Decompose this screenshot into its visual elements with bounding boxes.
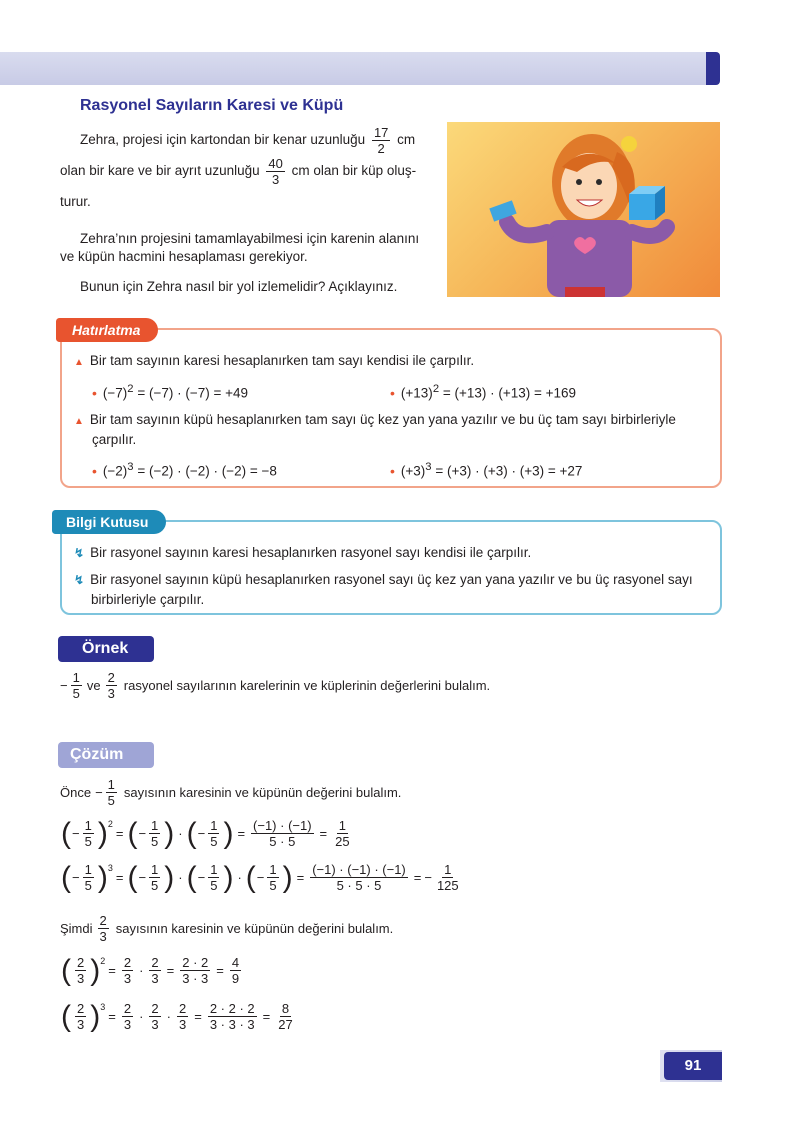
exponent: 3 — [107, 862, 113, 873]
info-bullet-1 — [74, 545, 531, 560]
numerator: 2 — [151, 1001, 159, 1016]
minus-sign: − — [197, 870, 206, 885]
denominator: 5 — [210, 878, 218, 893]
fraction — [149, 1001, 160, 1032]
dot-bullet-icon: • — [390, 462, 395, 479]
denominator: 5 — [210, 834, 218, 849]
times: · — [178, 870, 183, 885]
exponent: 2 — [100, 955, 106, 966]
denominator: 5 — [84, 834, 92, 849]
minus-sign: − — [138, 870, 147, 885]
denominator: 3 — [151, 1017, 159, 1032]
fraction — [251, 818, 314, 849]
equals: = — [413, 870, 422, 885]
intro-para-2b: ve küpün hacmini hesaplaması gerekiyor. — [60, 249, 308, 264]
numerator: 2 · 2 · 2 — [209, 1001, 255, 1016]
denominator: 2 — [377, 141, 385, 156]
numerator: (−1) · (−1) — [253, 818, 312, 833]
paren: ) — [223, 860, 234, 894]
expr: (+3) — [400, 463, 426, 479]
numerator: 8 — [281, 1001, 290, 1016]
fraction — [372, 125, 390, 156]
numerator: 2 — [77, 955, 85, 970]
fraction — [98, 913, 109, 944]
girl-drawing — [447, 122, 720, 297]
denominator: 5 · 5 · 5 — [336, 878, 382, 893]
unit: cm — [397, 132, 416, 148]
equals: = — [296, 870, 305, 885]
exponent: 3 — [425, 461, 432, 473]
intro-para-3: Bunun için Zehra nasıl bir yol izlemelidir? Açıklayınız. — [80, 279, 398, 294]
exponent: 3 — [100, 1001, 106, 1012]
numerator: 2 — [179, 1001, 187, 1016]
fraction — [149, 955, 160, 986]
expr: (−7) — [102, 385, 128, 401]
denominator: 5 — [269, 878, 277, 893]
denominator: 5 — [151, 834, 159, 849]
dot-bullet-icon: • — [92, 384, 97, 401]
minus-sign: − — [138, 826, 147, 841]
equals: = — [319, 826, 328, 841]
square-equation-2 — [60, 955, 244, 986]
fraction — [180, 955, 210, 986]
numerator: 1 — [210, 862, 218, 877]
fraction — [333, 818, 351, 849]
fraction — [83, 818, 94, 849]
intro-text: cm olan bir küp oluş- — [291, 163, 417, 179]
minus-sign: − — [424, 870, 432, 885]
times: · — [237, 870, 242, 885]
numerator: 2 — [99, 913, 107, 928]
fraction — [310, 862, 408, 893]
denominator: 9 — [231, 971, 240, 986]
reminder-example-3 — [92, 461, 277, 479]
reminder-tag: Hatırlatma — [56, 318, 158, 342]
equals: = — [115, 870, 124, 885]
minus-sign: − — [197, 826, 206, 841]
triangle-bullet-icon: ▲ — [74, 416, 84, 427]
triangle-bullet-icon: ▲ — [74, 357, 84, 368]
fraction — [208, 1001, 257, 1032]
fraction — [71, 670, 82, 701]
fraction — [208, 862, 219, 893]
intro-text: Zehra, projesi için kartondan bir kenar uzunluğu — [80, 132, 366, 148]
paren: ( — [245, 860, 256, 894]
fraction — [122, 955, 133, 986]
expr: = (−2) · (−2) · (−2) = −8 — [133, 463, 277, 479]
paren: ( — [127, 816, 138, 850]
denominator: 3 — [123, 1017, 132, 1032]
girl-illustration — [447, 122, 720, 297]
numerator: 1 — [269, 862, 277, 877]
denominator: 5 · 5 — [269, 834, 296, 849]
numerator: 1 — [151, 862, 159, 877]
intro-line-1 — [80, 125, 415, 156]
square-equation-1 — [60, 818, 355, 849]
fraction — [435, 862, 461, 893]
paren: ) — [97, 860, 108, 894]
reminder-example-1 — [92, 383, 248, 401]
bolt-bullet-icon: ↯ — [74, 546, 85, 560]
fraction — [106, 777, 117, 808]
numerator: 2 — [151, 955, 159, 970]
solution-tag: Çözüm — [58, 742, 154, 768]
paren: ) — [282, 860, 293, 894]
numerator: 4 — [231, 955, 240, 970]
paren: ) — [90, 999, 101, 1033]
exponent: 3 — [127, 461, 134, 473]
expr: (+13) — [400, 385, 433, 401]
text: Şimdi — [60, 921, 93, 936]
paren: ) — [90, 953, 101, 987]
denominator: 5 — [151, 878, 159, 893]
numerator: 1 — [107, 777, 115, 792]
intro-text: olan bir kare ve bir ayrıt uzunluğu — [60, 163, 260, 179]
denominator: 5 — [84, 878, 92, 893]
numerator: 1 — [72, 670, 80, 685]
bullet-text: Bir tam sayının küpü hesaplanırken tam sayı üç kez yan yana yazılır ve bu üç tam sayı birbirleriyle — [89, 412, 676, 427]
text: Önce — [60, 785, 92, 800]
times: · — [139, 963, 144, 978]
equals: = — [115, 826, 124, 841]
example-text: rasyonel sayılarının karelerinin ve küplerinin değerlerini bulalım. — [123, 678, 491, 693]
expr: = (−7) · (−7) = +49 — [133, 385, 248, 401]
paren: ) — [164, 816, 175, 850]
expr: = (+3) · (+3) · (+3) = +27 — [431, 463, 583, 479]
numerator: 2 — [123, 955, 132, 970]
bullet-text: Bir rasyonel sayının karesi hesaplanırken rasyonel sayı kendisi ile çarpılır. — [90, 545, 532, 560]
equals: = — [108, 963, 116, 978]
paren: ( — [186, 860, 197, 894]
equals: = — [194, 1009, 202, 1024]
reminder-example-4 — [390, 461, 582, 479]
page-number: 91 — [664, 1052, 722, 1080]
denominator: 3 · 3 — [182, 971, 209, 986]
numerator: 1 — [84, 862, 92, 877]
fraction — [208, 818, 219, 849]
solution-intro-2 — [60, 913, 393, 944]
equals: = — [237, 826, 246, 841]
info-bullet-2b: birbirleriyle çarpılır. — [91, 592, 205, 607]
times: · — [178, 826, 183, 841]
paren: ( — [127, 860, 138, 894]
paren: ( — [61, 999, 71, 1033]
intro-line-3: turur. — [60, 194, 91, 209]
exponent: 2 — [127, 383, 134, 395]
denominator: 3 — [151, 971, 159, 986]
equals: = — [216, 963, 224, 978]
denominator: 3 — [179, 1017, 187, 1032]
paren: ( — [186, 816, 197, 850]
fraction — [177, 1001, 188, 1032]
fraction — [230, 955, 241, 986]
times: · — [139, 1009, 144, 1024]
denominator: 25 — [335, 834, 350, 849]
info-tag: Bilgi Kutusu — [52, 510, 166, 534]
denominator: 5 — [72, 686, 80, 701]
denominator: 3 — [123, 971, 132, 986]
numerator: (−1) · (−1) · (−1) — [312, 862, 406, 877]
fraction — [267, 862, 278, 893]
cube-equation-2 — [60, 1001, 298, 1032]
text: sayısının karesinin ve küpünün değerini bulalım. — [123, 785, 402, 800]
numerator: 2 — [107, 670, 115, 685]
dot-bullet-icon: • — [390, 384, 395, 401]
numerator: 1 — [338, 818, 346, 833]
numerator: 2 — [123, 1001, 132, 1016]
denominator: 27 — [278, 1017, 293, 1032]
exponent: 2 — [432, 383, 440, 395]
denominator: 3 — [271, 172, 280, 187]
equals: = — [108, 1009, 116, 1024]
conjunction: ve — [86, 678, 101, 693]
fraction — [106, 670, 117, 701]
header-band — [0, 52, 712, 85]
example-tag: Örnek — [58, 636, 154, 662]
denominator: 125 — [436, 878, 459, 893]
dot-bullet-icon: • — [92, 462, 97, 479]
denominator: 3 — [77, 1017, 85, 1032]
numerator: 1 — [210, 818, 218, 833]
paren: ) — [97, 816, 108, 850]
fraction — [122, 1001, 133, 1032]
equals: = — [166, 963, 175, 978]
paren: ) — [223, 816, 234, 850]
denominator: 3 · 3 · 3 — [209, 1017, 255, 1032]
info-bullet-2 — [74, 572, 693, 587]
denominator: 3 — [99, 929, 107, 944]
fraction — [149, 862, 160, 893]
fraction — [75, 955, 86, 986]
denominator: 3 — [77, 971, 85, 986]
paren: ( — [61, 860, 71, 894]
bullet-text: Bir tam sayının karesi hesaplanırken tam sayı kendisi ile çarpılır. — [89, 353, 475, 368]
intro-line-2 — [60, 156, 416, 187]
example-statement — [60, 670, 490, 701]
times: · — [166, 1009, 171, 1024]
fraction — [75, 1001, 86, 1032]
paren: ( — [61, 953, 71, 987]
bullet-text: Bir rasyonel sayının küpü hesaplanırken rasyonel sayı üç kez yan yana yazılır ve bu üç rasyonel sayı — [90, 572, 693, 587]
minus-sign: − — [72, 870, 80, 885]
numerator: 1 — [151, 818, 159, 833]
minus-sign: − — [72, 826, 80, 841]
numerator: 2 · 2 — [182, 955, 209, 970]
denominator: 3 — [107, 686, 115, 701]
text: sayısının karesinin ve küpünün değerini bulalım. — [115, 921, 394, 936]
fraction — [266, 156, 284, 187]
numerator: 17 — [373, 125, 389, 140]
denominator: 5 — [107, 793, 115, 808]
numerator: 1 — [444, 862, 452, 877]
expr: (−2) — [102, 463, 128, 479]
solution-intro-1 — [60, 777, 401, 808]
reminder-bullet-2 — [74, 412, 676, 427]
header-tab — [706, 52, 720, 85]
numerator: 2 — [77, 1001, 85, 1016]
reminder-bullet-1 — [74, 353, 474, 368]
exponent: 2 — [107, 818, 113, 829]
reminder-example-2 — [390, 383, 576, 401]
section-title: Rasyonel Sayıların Karesi ve Küpü — [80, 97, 344, 114]
paren: ( — [61, 816, 71, 850]
minus-sign: − — [256, 870, 265, 885]
minus-sign: − — [95, 785, 103, 800]
bolt-bullet-icon: ↯ — [74, 573, 85, 587]
numerator: 40 — [268, 156, 283, 171]
expr: = (+13) · (+13) = +169 — [439, 385, 577, 401]
equals: = — [262, 1009, 271, 1024]
fraction — [83, 862, 94, 893]
paren: ) — [164, 860, 175, 894]
intro-para-2a: Zehra’nın projesini tamamlayabilmesi için karenin alanını — [80, 231, 420, 246]
numerator: 1 — [84, 818, 92, 833]
reminder-bullet-2b: çarpılır. — [92, 432, 137, 447]
cube-equation-1 — [60, 862, 464, 893]
fraction — [276, 1001, 294, 1032]
minus-sign: − — [60, 678, 68, 693]
fraction — [149, 818, 160, 849]
